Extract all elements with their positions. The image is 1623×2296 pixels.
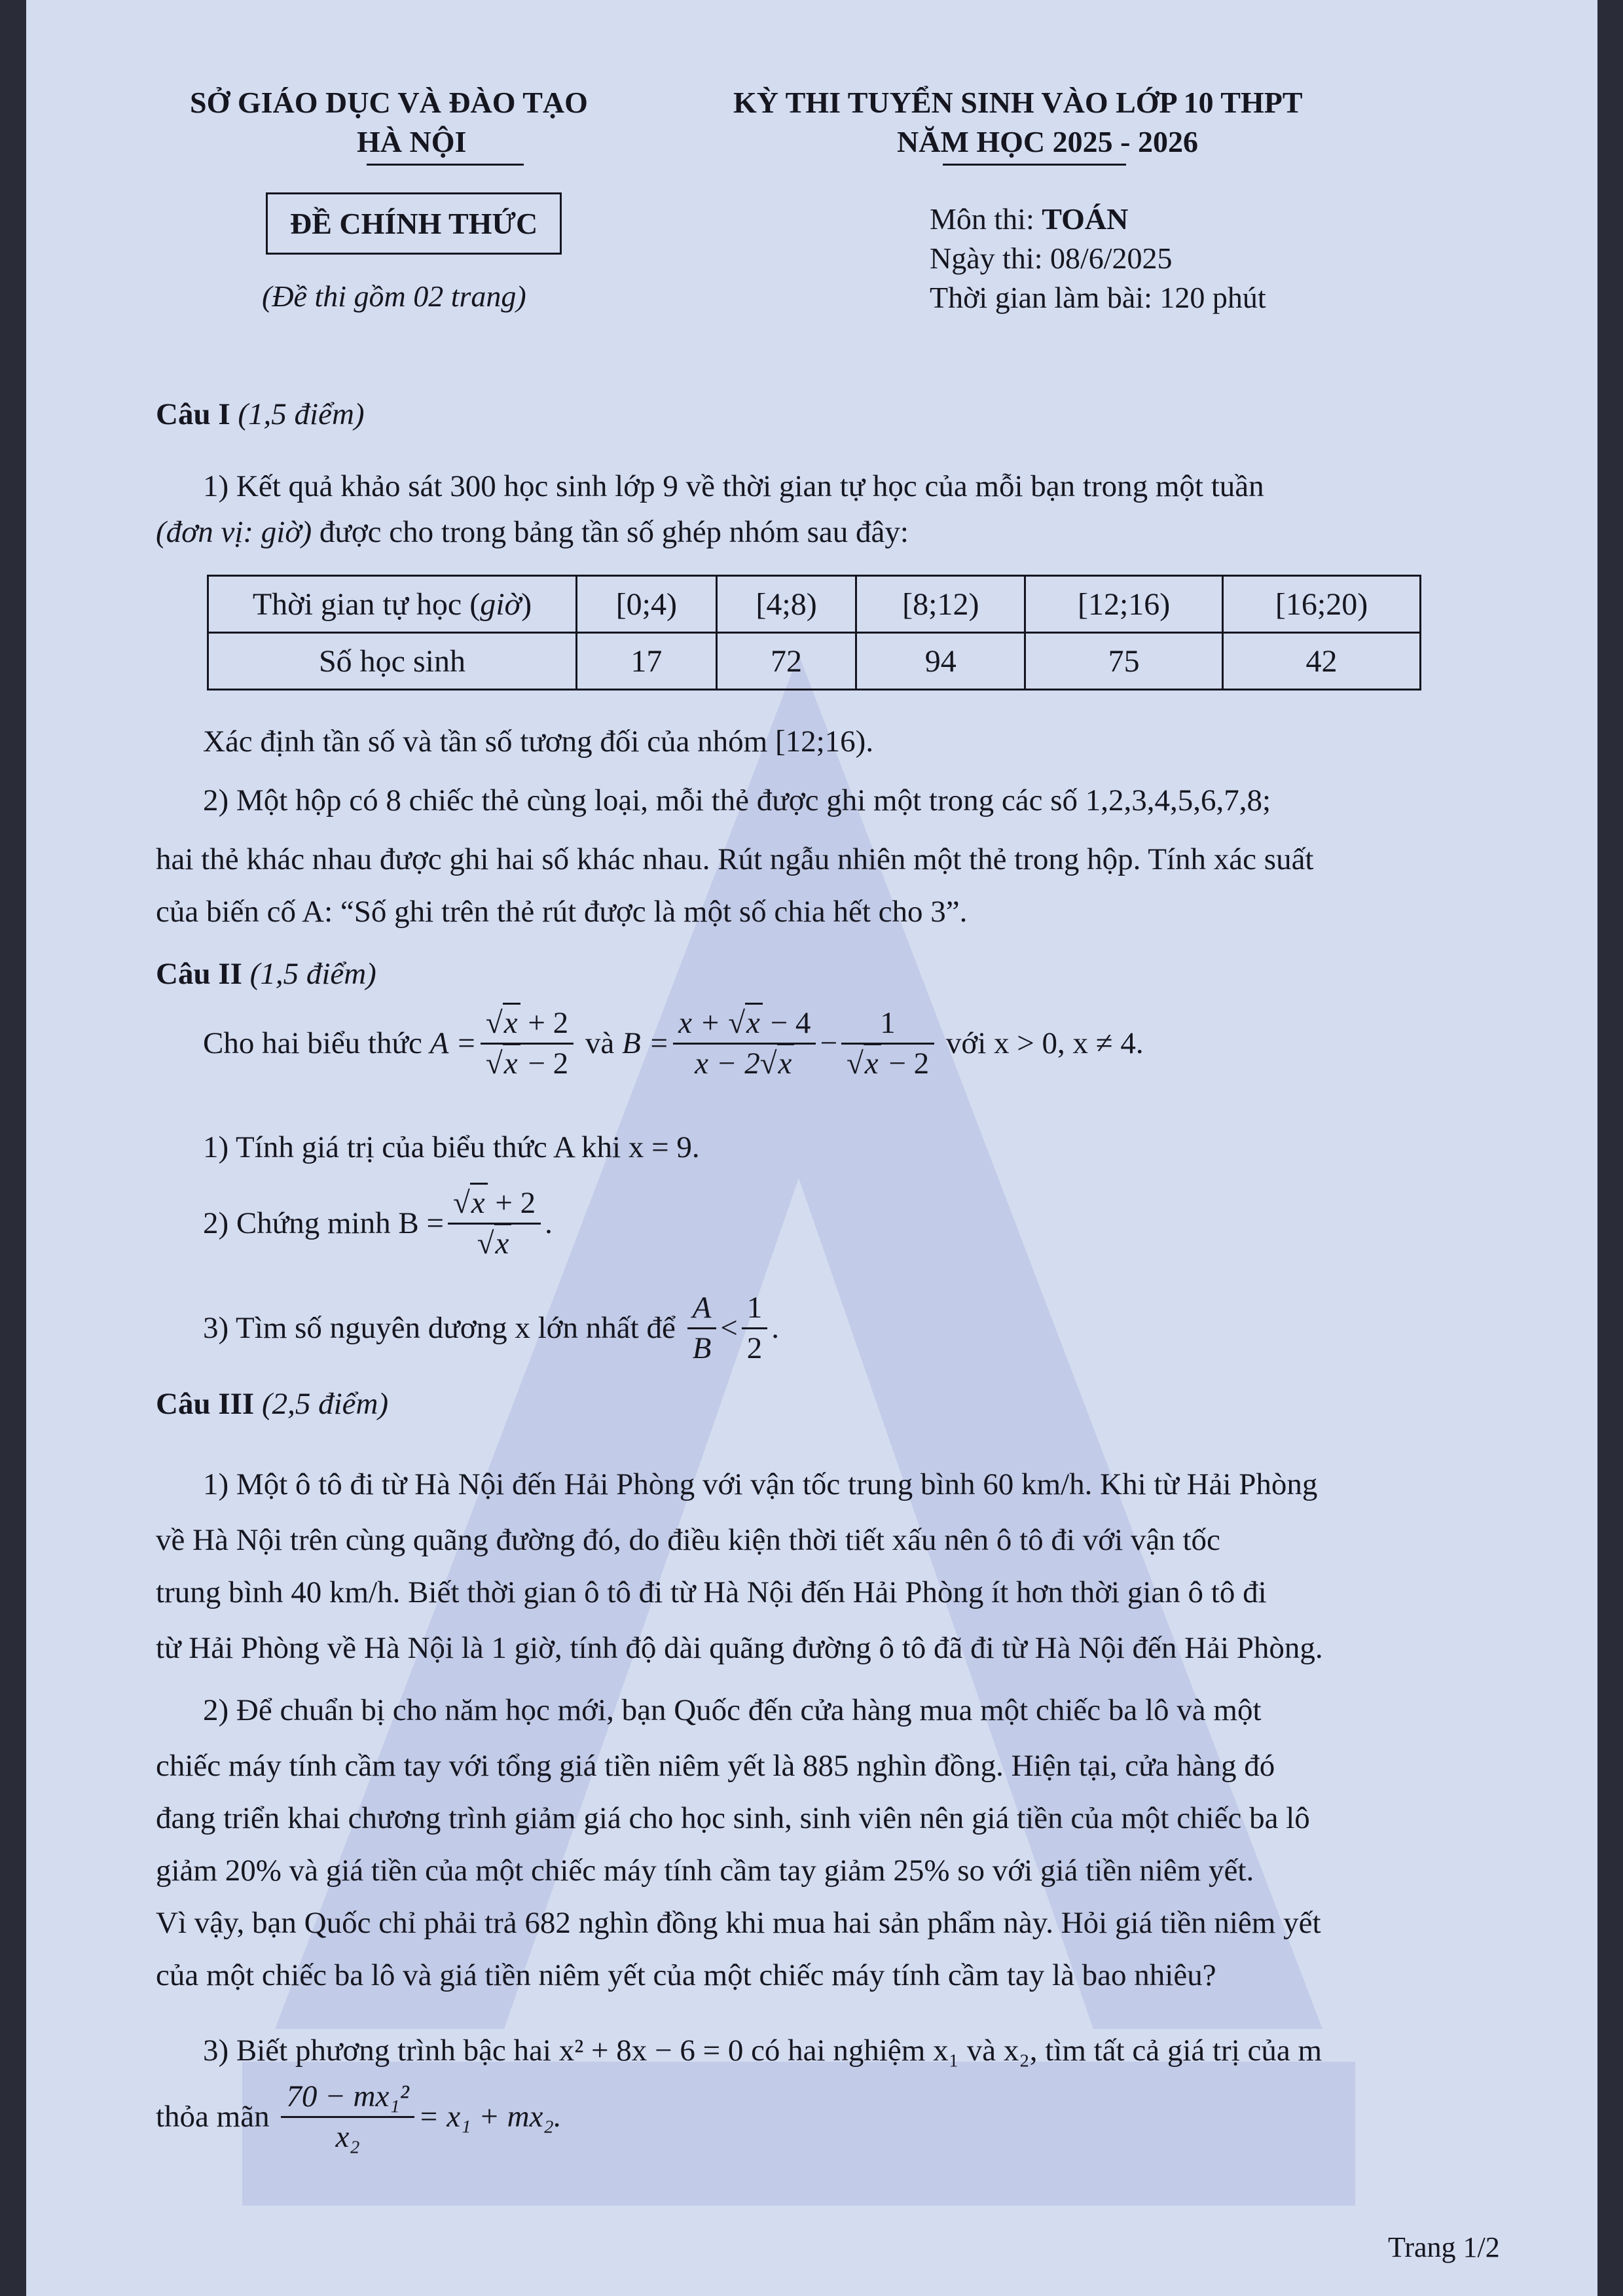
half-fraction: $\frac{1}{2}$ <box>742 1293 768 1364</box>
expr-b-fraction1: $\frac{x + √x - 4}{x - 2√x}$ <box>673 1008 816 1079</box>
q1-p1-line2-rest: được cho trong bảng tần số ghép nhóm sau đây: <box>312 515 909 549</box>
school-year: NĂM HỌC 2025 - 2026 <box>897 125 1198 158</box>
exam-date: Ngày thi: 08/6/2025 <box>930 242 1173 275</box>
table-cell-group: [16;20) <box>1223 576 1421 633</box>
q1-p1-question: Xác định tần số và tần số tương đối của nhóm [12;16). <box>203 725 874 759</box>
official-stamp: ĐỀ CHÍNH THỨC <box>266 192 562 255</box>
subject-name: TOÁN <box>1042 202 1129 236</box>
page-number: Trang 1/2 <box>1388 2231 1500 2263</box>
q2-title: Câu II <box>156 957 242 991</box>
q1-title: Câu I <box>156 397 230 431</box>
table-cell-group: [8;12) <box>856 576 1025 633</box>
q3-p2-line: đang triển khai chương trình giảm giá cho học sinh, sinh viên nên giá tiền của một chiếc ba lô <box>156 1801 1310 1835</box>
expr-b-fraction2: $\frac{1}{√x - 2}$ <box>841 1008 934 1079</box>
q1-unit: (đơn vị: giờ) <box>156 515 312 549</box>
exam-paper <box>26 0 1597 2296</box>
q2-and: và <box>585 1026 615 1060</box>
table-cell-group: [0;4) <box>577 576 717 633</box>
department-name: SỞ GIÁO DỤC VÀ ĐÀO TẠO <box>190 86 588 119</box>
q1-p1-line2 <box>156 517 909 548</box>
q3-heading <box>156 1389 388 1420</box>
table-cell-group: [12;16) <box>1025 576 1223 633</box>
table-cell-group: [4;8) <box>716 576 856 633</box>
q1-p2-line2: hai thẻ khác nhau được ghi hai số khác nhau. Rút ngẫu nhiên một thẻ trong hộp. Tính xác suất <box>156 842 1314 876</box>
b-result-fraction: $\frac{√x + 2}{√x}$ <box>448 1188 541 1259</box>
q2-intro: Cho hai biểu thức <box>203 1026 422 1060</box>
table-cell-count: 75 <box>1025 633 1223 690</box>
q3-p2-line: 2) Để chuẩn bị cho năm học mới, bạn Quốc đến cửa hàng mua một chiếc ba lô và một <box>203 1693 1262 1727</box>
q3-p2-line: Vì vậy, bạn Quốc chỉ phải trả 682 nghìn đồng khi mua hai sản phẩm này. Hỏi giá tiền niêm yết <box>156 1906 1321 1940</box>
q2-points: (1,5 điểm) <box>249 957 376 991</box>
q3-p2-line: của một chiếc ba lô và giá tiền niêm yết của một chiếc máy tính cầm tay là bao nhiêu? <box>156 1958 1216 1992</box>
a-over-b-fraction: $\frac{A}{B}$ <box>687 1293 717 1364</box>
q3-p1-line: từ Hải Phòng về Hà Nội là 1 giờ, tính độ dài quãng đường ô tô đã đi từ Hà Nội đến Hải Phòng. <box>156 1631 1323 1665</box>
table-row <box>208 633 1421 690</box>
exam-duration: Thời gian làm bài: 120 phút <box>930 281 1266 314</box>
q3-points: (2,5 điểm) <box>261 1387 389 1421</box>
q3-title: Câu III <box>156 1387 255 1421</box>
table-header-students: Số học sinh <box>208 633 577 690</box>
table-cell-count: 42 <box>1223 633 1421 690</box>
q2-item3: 3) Tìm số nguyên dương x lớn nhất để $\frac{A}{B}$ < $\frac{1}{2}$ . <box>203 1291 780 1365</box>
subject-line <box>930 204 1128 234</box>
q2-condition: với x > 0, x ≠ 4. <box>945 1026 1144 1060</box>
q3-p2-line: chiếc máy tính cầm tay với tổng giá tiền niêm yết là 885 nghìn đồng. Hiện tại, cửa hàng đó <box>156 1749 1275 1783</box>
header-divider <box>367 164 524 166</box>
q1-p1-line1: 1) Kết quả khảo sát 300 học sinh lớp 9 về thời gian tự học của mỗi bạn trong một tuần <box>203 469 1264 503</box>
expr-a-fraction: $\frac{√x + 2}{√x - 2}$ <box>481 1008 574 1079</box>
pages-note: (Đề thi gồm 02 trang) <box>262 279 526 313</box>
table-row <box>208 576 1421 633</box>
department-city: HÀ NỘI <box>357 125 467 158</box>
expr-b-label: B = <box>621 1026 670 1060</box>
q3-p3-line1: 3) Biết phương trình bậc hai x² + 8x − 6 = 0 có hai nghiệm x₁ và x₂, tìm tất cả giá trị của m <box>203 2034 1322 2068</box>
q3-p1-line: về Hà Nội trên cùng quãng đường đó, do điều kiện thời tiết xấu nên ô tô đi với vận tốc <box>156 1523 1220 1557</box>
q3-p2-line: giảm 20% và giá tiền của một chiếc máy tính cầm tay giảm 25% so với giá tiền niêm yết. <box>156 1854 1254 1888</box>
q1-p2-line3: của biến cố A: “Số ghi trên thẻ rút được là một số chia hết cho 3”. <box>156 895 968 929</box>
q2-item2: 2) Chứng minh B = $\frac{√x + 2}{√x}$ . <box>203 1188 553 1259</box>
q1-p2-line1: 2) Một hộp có 8 chiếc thẻ cùng loại, mỗi thẻ được ghi một trong các số 1,2,3,4,5,6,7,8; <box>203 783 1271 817</box>
q1-heading <box>156 399 365 430</box>
q1-points: (1,5 điểm) <box>238 397 365 431</box>
q2-heading <box>156 959 376 990</box>
table-cell-count: 94 <box>856 633 1025 690</box>
table-cell-count: 17 <box>577 633 717 690</box>
q2-item1: 1) Tính giá trị của biểu thức A khi x = 9. <box>203 1130 700 1164</box>
frequency-table <box>207 575 1421 691</box>
q3-fraction: $\frac{\text{70 − mx₁²}}{\text{x₂}}$ <box>281 2081 414 2153</box>
exam-title: KỲ THI TUYỂN SINH VÀO LỚP 10 THPT <box>733 86 1303 119</box>
q3-p3-condition: thỏa mãn $\frac{\text{70 − mx₁²}}{\text{x₂}}$ = x₁ + mx₂. <box>156 2079 562 2154</box>
header-divider-right <box>943 164 1126 166</box>
q3-p1-line: trung bình 40 km/h. Biết thời gian ô tô đi từ Hà Nội đến Hải Phòng ít hơn thời gian ô tô đi <box>156 1575 1267 1609</box>
table-cell-count: 72 <box>716 633 856 690</box>
q3-p1-line: 1) Một ô tô đi từ Hà Nội đến Hải Phòng với vận tốc trung bình 60 km/h. Khi từ Hải Phòng <box>203 1467 1318 1501</box>
q2-minus: − <box>820 1026 837 1060</box>
expr-a-label: A = <box>429 1026 477 1060</box>
q2-expressions <box>203 1008 1144 1079</box>
table-header-time: Thời gian tự học (giờ) <box>208 576 577 633</box>
subject-label: Môn thi: <box>930 202 1034 236</box>
